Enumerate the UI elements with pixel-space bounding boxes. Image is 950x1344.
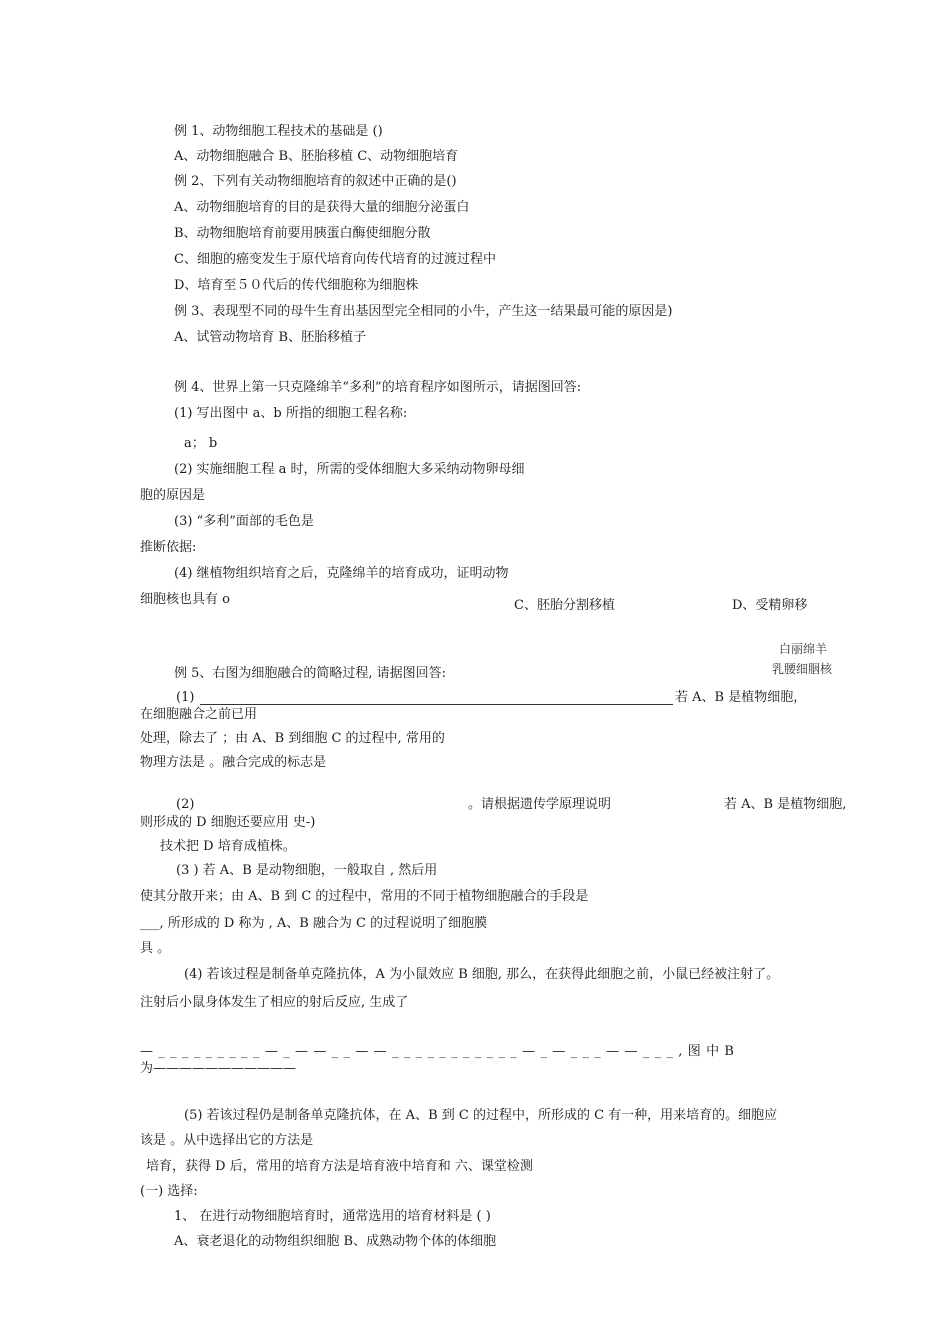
example-4-part-3a: (3) “多利”面部的毛色是 (174, 514, 314, 529)
figure-label-sheep: 白丽绵羊 (779, 642, 828, 656)
example-3-options-ab: A、试管动物培育 B、胚胎移植子 (174, 330, 367, 345)
example-5-part-1b: 在细胞融合之前已用 (140, 707, 258, 722)
example-5-part-4c: 为——————————— (140, 1061, 297, 1076)
example-3-question: 例 3、表现型不同的母牛生育出基因型完全相同的小牛，产生这一结果最可能的原因是) (174, 304, 673, 319)
example-1-options: A、动物细胞融合 B、胚胎移植 C、动物细胞培育 (174, 149, 459, 164)
example-5-part-2-mid: 。请根据遗传学原理说明 (468, 797, 612, 812)
example-5-part-1d: 物理方法是 。融合完成的标志是 (140, 755, 327, 770)
example-4-part-2b: 胞的原因是 (140, 488, 206, 503)
example-5-part-3a: (3 ) 若 A、B 是动物细胞，一般取自 , 然后用 (176, 863, 438, 878)
example-2-question: 例 2、下列有关动物细胞培育的叙述中正确的是() (174, 174, 457, 189)
example-3-option-d: D、受精卵移 (732, 598, 808, 613)
example-2-option-c: C、细胞的癌变发生于原代培育向传代培育的过渡过程中 (174, 252, 496, 267)
example-5-part-2-tail: 若 A、B 是植物细胞, (724, 797, 847, 812)
example-3-option-c: C、胚胎分割移植 (514, 598, 615, 613)
example-1-question: 例 1、动物细胞工程技术的基础是 () (174, 124, 383, 139)
answer-blank (200, 690, 673, 705)
question-1-options: A、衰老退化的动物组织细胞 B、成熟动物个体的体细胞 (174, 1234, 497, 1249)
example-2-option-b: B、动物细胞培育前要用胰蛋白酶使细胞分散 (174, 226, 431, 241)
example-2-option-d: D、培育至５０代后的传代细胞称为细胞株 (174, 278, 419, 293)
question-1: 1、 在进行动物细胞培育时，通常选用的培育材料是 ( ) (174, 1209, 491, 1224)
example-2-option-a: A、动物细胞培育的目的是获得大量的细胞分泌蛋白 (174, 200, 470, 215)
figure-label-nucleus: 乳腰细胭核 (772, 662, 833, 676)
example-5-part-3b: 使其分散开来；由 A、B 到 C 的过程中，常用的不同于植物细胞融合的手段是 (140, 889, 589, 904)
example-4-part-3b: 推断依据: (140, 540, 197, 555)
example-4-part-4b: 细胞核也具有 o (140, 592, 230, 607)
example-4-question: 例 4、世界上第一只克隆绵羊“多利”的培育程序如图所示，请据图回答: (174, 380, 582, 395)
example-5-part-3d: 具 。 (140, 941, 171, 956)
example-4-part-4a: (4) 继植物组织培育之后，克隆绵羊的培育成功，证明动物 (174, 566, 509, 581)
example-4-part-1-ab: a； b (184, 436, 218, 451)
example-5-part-1-number: (1) (176, 690, 195, 705)
example-5-part-4a: (4) 若该过程是制备单克隆抗体，A 为小鼠效应 B 细胞, 那么，在获得此细胞之前，小鼠已经被注射了。 (184, 967, 780, 982)
example-5-part-5a: (5) 若该过程仍是制备单克隆抗体，在 A、B 到 C 的过程中，所形成的 C 有一种，用来培育的。细胞应 (184, 1108, 778, 1123)
example-5-part-2b: 则形成的 D 细胞还要应用 史-) (140, 815, 316, 830)
example-5-part-3c: ___, 所形成的 D 称为 , A、B 融合为 C 的过程说明了细胞膜 (140, 916, 488, 931)
example-5-part-1c: 处理，除去了 ；由 A、B 到细胞 C 的过程中, 常用的 (140, 731, 445, 746)
example-5-part-1-tail: 若 A、B 是植物细胞， (675, 690, 807, 705)
example-5-part-4b: 注射后小鼠身体发生了相应的射后反应, 生成了 (140, 995, 409, 1010)
section-choice-heading: (一) 选择: (140, 1184, 198, 1199)
example-5-part-4-blanks: — _ _ _ _ _ _ _ _ _ — _ — — _ _ — — _ _ _ _ _ _ _ _ _ _ _ — _ — _ _ _ — — _ _ _ , 图 中 B (140, 1044, 735, 1059)
example-5-part-5b: 该是 。从中选择出它的方法是 (140, 1133, 314, 1148)
example-5-part-5c: 培育，获得 D 后，常用的培育方法是培育液中培育和 六、课堂检测 (146, 1159, 533, 1174)
example-4-part-2a: (2) 实施细胞工程 a 时，所需的受体细胞大多采纳动物卵母细 (174, 462, 525, 477)
example-5-part-2c: 技术把 D 培育成植株。 (160, 839, 296, 854)
example-5-question: 例 5、右图为细胞融合的简略过程, 请据图回答: (174, 666, 447, 681)
example-5-part-2-number: (2) (176, 797, 195, 812)
example-4-part-1: (1) 写出图中 a、b 所指的细胞工程名称: (174, 406, 408, 421)
